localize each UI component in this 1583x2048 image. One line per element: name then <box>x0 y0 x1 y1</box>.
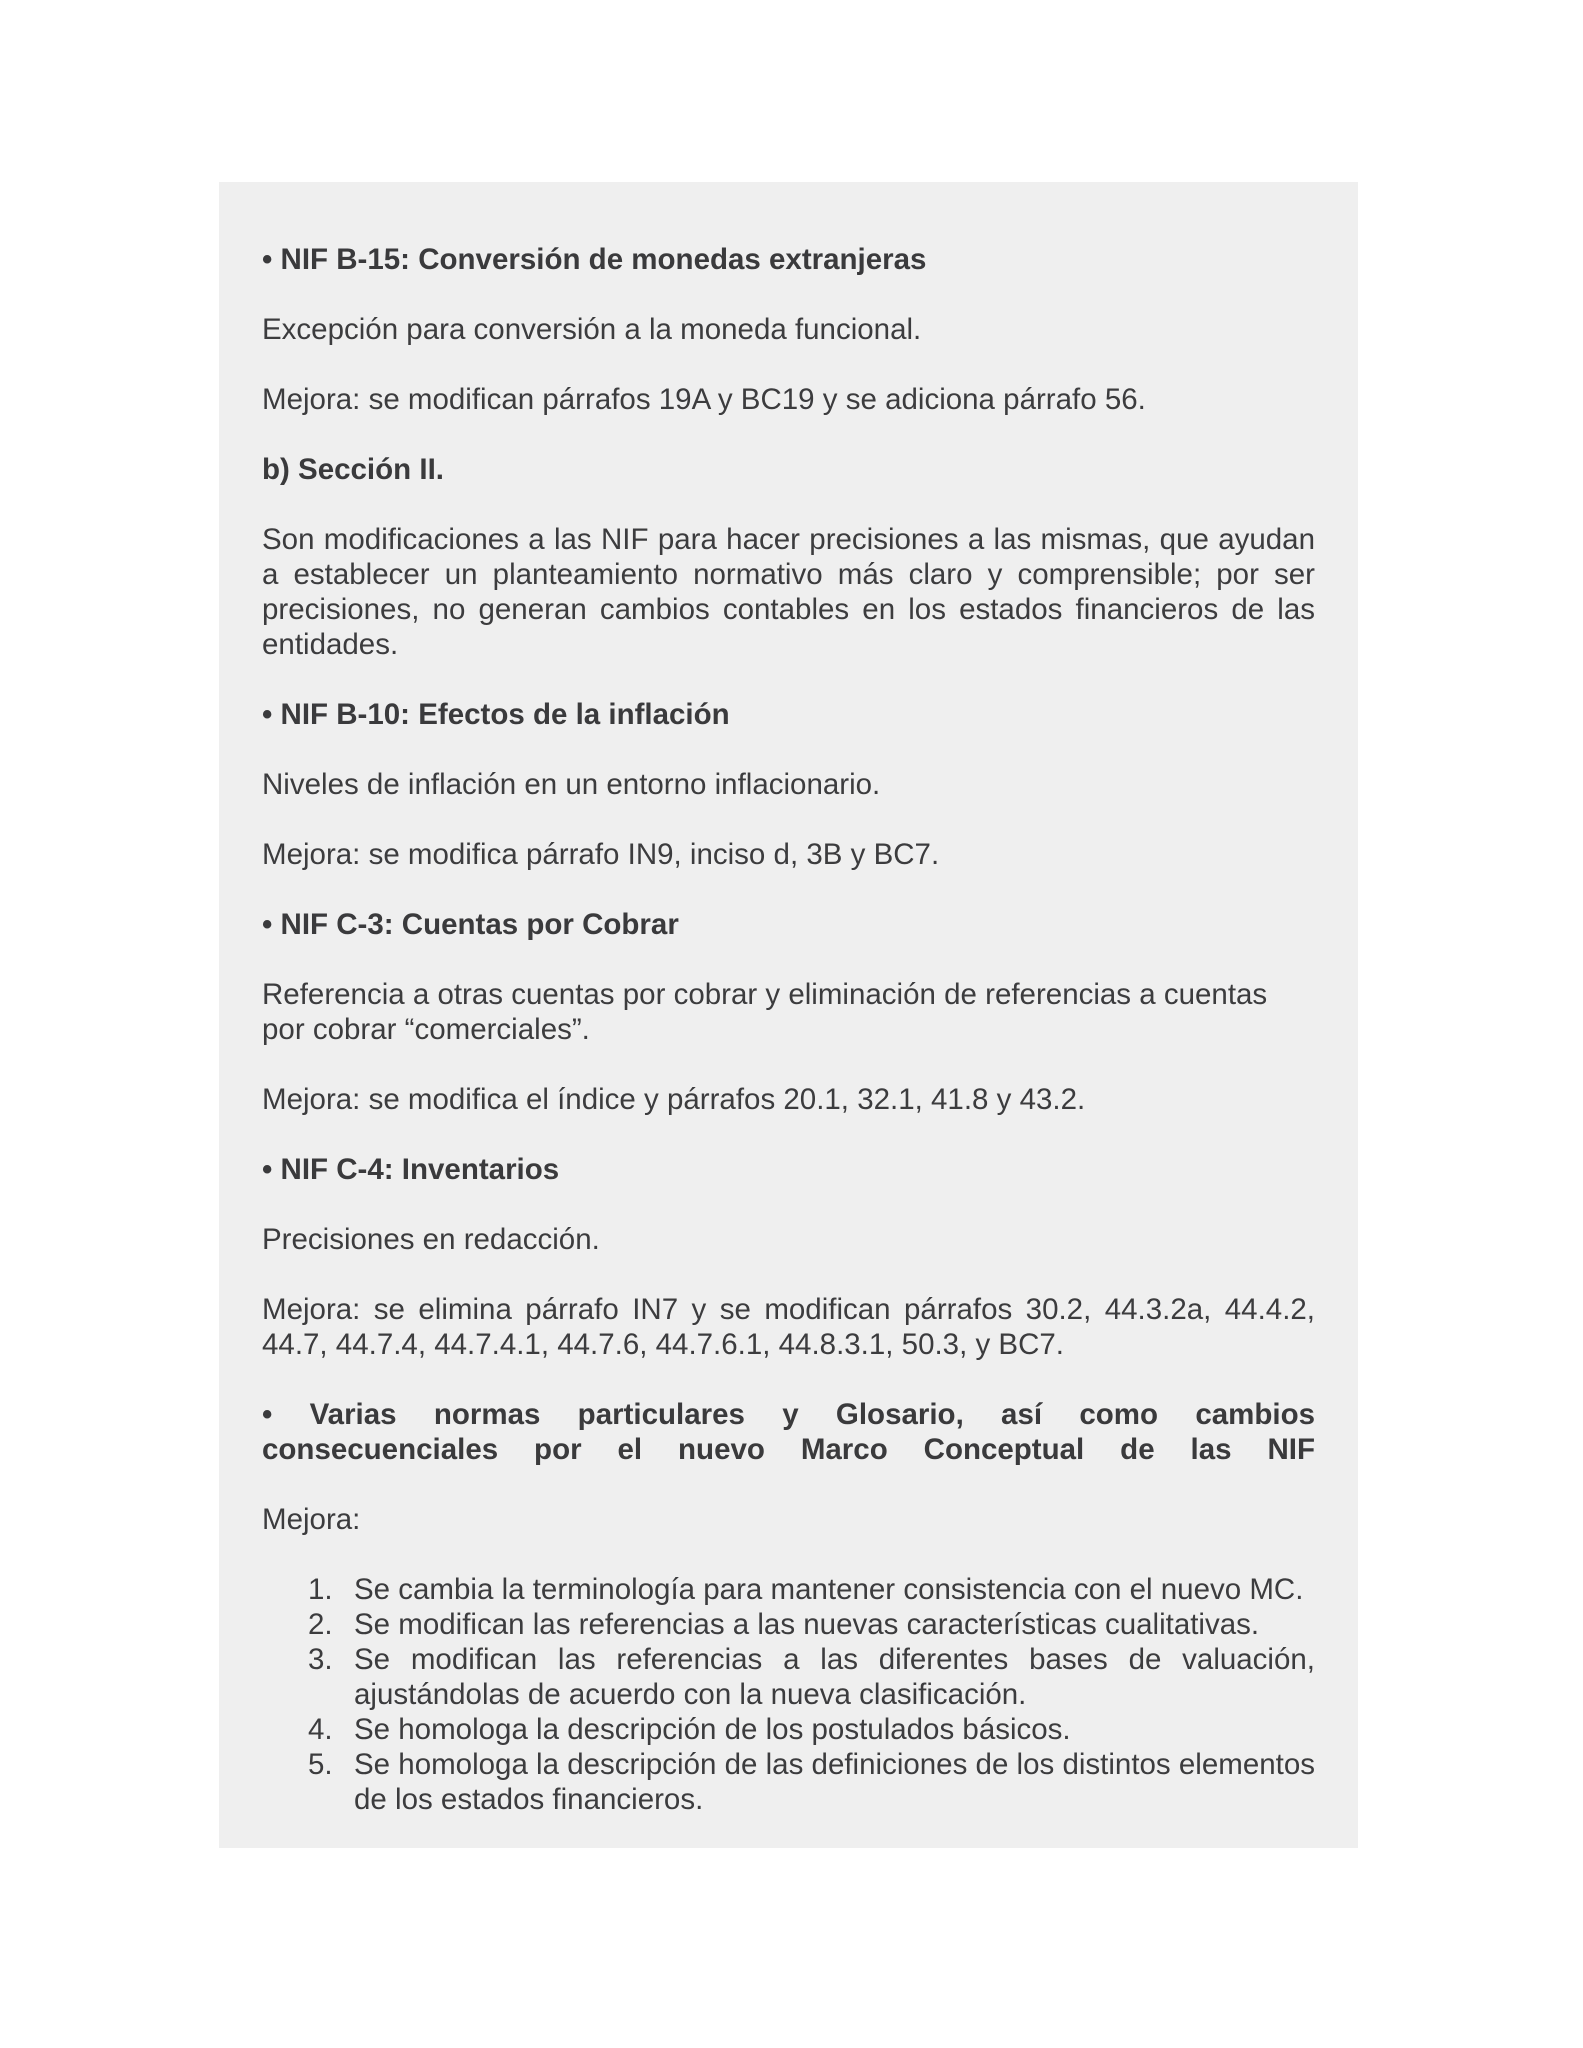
list-item <box>262 1607 1315 1642</box>
heading-nif-b10: • NIF B-10: Efectos de la inflación <box>262 698 730 731</box>
paragraph: Mejora: se modifica párrafo IN9, inciso d, 3B y BC7. <box>262 838 940 871</box>
paragraph: Referencia a otras cuentas por cobrar y eliminación de referencias a cuentas por cobrar “comerciales”. <box>262 978 1268 1046</box>
list-item <box>262 1712 1315 1747</box>
heading-seccion-ii: b) Sección II. <box>262 453 444 486</box>
paragraph: Excepción para conversión a la moneda funcional. <box>262 313 922 346</box>
list-number: 4. <box>308 1713 333 1746</box>
list-item-text: Se modifican las referencias a las diferentes bases de valuación, ajustándolas de acuerdo con la nueva clasificación. <box>354 1643 1315 1711</box>
paragraph: Son modificaciones a las NIF para hacer precisiones a las mismas, que ayudan a establecer un planteamiento normativo más claro y comprensible; por ser precisiones, no generan cambios contables en los estados financieros de las entidades. <box>262 523 1315 661</box>
list-item <box>262 1747 1315 1817</box>
paragraph: Precisiones en redacción. <box>262 1223 600 1256</box>
document-body <box>262 242 1315 1817</box>
numbered-list <box>262 1572 1315 1817</box>
list-item-text: Se cambia la terminología para mantener consistencia con el nuevo MC. <box>354 1573 1304 1606</box>
paragraph: Mejora: se modifica el índice y párrafos 20.1, 32.1, 41.8 y 43.2. <box>262 1083 1086 1116</box>
list-item-text: Se modifican las referencias a las nuevas características cualitativas. <box>354 1608 1260 1641</box>
list-number: 3. <box>308 1643 333 1676</box>
list-number: 5. <box>308 1748 333 1781</box>
list-item <box>262 1572 1315 1607</box>
list-item <box>262 1642 1315 1712</box>
paragraph: Mejora: se elimina párrafo IN7 y se modifican párrafos 30.2, 44.3.2a, 44.4.2, 44.7, 44.7.4, 44.7.4.1, 44.7.6, 44.7.6.1, 44.8.3.1, 50.3, y BC7. <box>262 1293 1315 1361</box>
heading-nif-c4: • NIF C-4: Inventarios <box>262 1153 560 1186</box>
list-number: 2. <box>308 1608 333 1641</box>
heading-nif-c3: • NIF C-3: Cuentas por Cobrar <box>262 908 679 941</box>
list-item-text: Se homologa la descripción de los postulados básicos. <box>354 1713 1071 1746</box>
list-number: 1. <box>308 1573 333 1606</box>
paragraph: Niveles de inflación en un entorno inflacionario. <box>262 768 881 801</box>
heading-nif-b15: • NIF B-15: Conversión de monedas extranjeras <box>262 243 927 276</box>
paragraph-mejora: Mejora: <box>262 1503 361 1536</box>
list-item-text: Se homologa la descripción de las definiciones de los distintos elementos de los estados financieros. <box>354 1748 1315 1816</box>
heading-varias-normas: • Varias normas particulares y Glosario, así como cambios consecuenciales por el nuevo Marco Conceptual de las NIF <box>262 1398 1315 1466</box>
paragraph: Mejora: se modifican párrafos 19A y BC19 y se adiciona párrafo 56. <box>262 383 1146 416</box>
